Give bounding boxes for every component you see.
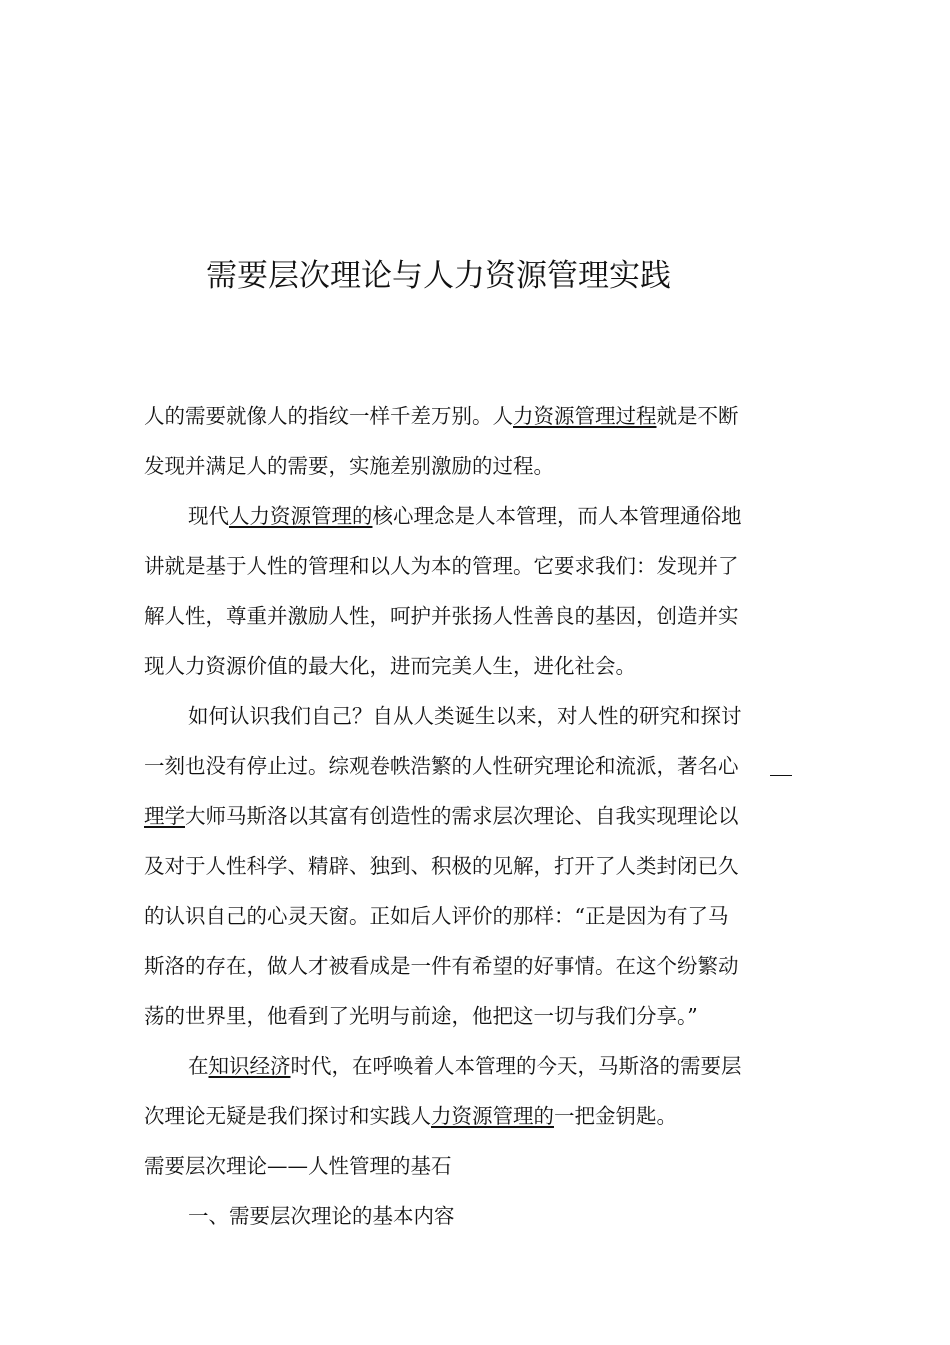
text-span: 一刻也没有停止过。综观卷帙浩繁的人性研究理论和流派，著名心 — [144, 754, 739, 778]
text-line — [144, 556, 739, 577]
text-span: 在 — [188, 1054, 209, 1078]
underlined-term: 力资源管理过程 — [513, 404, 657, 428]
text-line — [144, 956, 739, 977]
text-line — [144, 856, 739, 877]
text-span: 就是不断 — [656, 404, 739, 428]
text-span: 一把金钥匙。 — [554, 1104, 677, 1128]
text-line — [144, 456, 554, 477]
text-span: 发现并满足人的需要，实施差别激励的过程。 — [144, 454, 554, 478]
text-span: 需要层次理论——人性管理的基石 — [144, 1154, 452, 1178]
text-line — [144, 406, 739, 427]
underlined-term: 力资源管理的 — [431, 1104, 554, 1128]
text-line — [188, 506, 742, 527]
underlined-term: 理学 — [144, 804, 185, 828]
margin-dash-mark — [770, 775, 792, 776]
document-title: 需要层次理论与人力资源管理实践 — [206, 258, 671, 294]
text-span: 解人性，尊重并激励人性，呵护并张扬人性善良的基因，创造并实 — [144, 604, 739, 628]
underlined-term: 知识经济 — [208, 1054, 291, 1078]
text-span: 次理论无疑是我们探讨和实践人 — [144, 1104, 431, 1128]
text-span: 荡的世界里，他看到了光明与前途，他把这一切与我们分享。” — [144, 1004, 698, 1028]
text-line — [144, 906, 728, 927]
text-span: 现人力资源价值的最大化，进而完美人生，进化社会。 — [144, 654, 636, 678]
text-span: 核心理念是人本管理，而人本管理通俗地 — [372, 504, 742, 528]
text-span: 大师马斯洛以其富有创造性的需求层次理论、自我实现理论以 — [185, 804, 739, 828]
text-span: 人的需要就像人的指纹一样千差万别。人 — [144, 404, 513, 428]
text-line — [144, 1106, 677, 1127]
text-line — [188, 1056, 742, 1077]
text-span: 时代，在呼唤着人本管理的今天，马斯洛的需要层 — [290, 1054, 742, 1078]
text-line — [144, 1156, 452, 1177]
text-span: 如何认识我们自己？自从人类诞生以来，对人性的研究和探讨 — [188, 704, 742, 728]
text-span: 及对于人性科学、精辟、独到、积极的见解，打开了人类封闭已久 — [144, 854, 739, 878]
underlined-term: 人力资源管理的 — [229, 504, 373, 528]
text-line — [144, 656, 636, 677]
text-line — [188, 706, 742, 727]
text-line — [144, 1006, 698, 1027]
text-span: 一、需要层次理论的基本内容 — [188, 1204, 455, 1228]
text-span: 讲就是基于人性的管理和以人为本的管理。它要求我们：发现并了 — [144, 554, 739, 578]
text-line — [188, 1206, 455, 1227]
text-line — [144, 756, 739, 777]
text-span: 现代 — [188, 504, 229, 528]
text-span: 的认识自己的心灵天窗。正如后人评价的那样：“正是因为有了马 — [144, 904, 729, 928]
text-span: 斯洛的存在，做人才被看成是一件有希望的好事情。在这个纷繁动 — [144, 954, 739, 978]
text-line — [144, 806, 739, 827]
text-line — [144, 606, 739, 627]
